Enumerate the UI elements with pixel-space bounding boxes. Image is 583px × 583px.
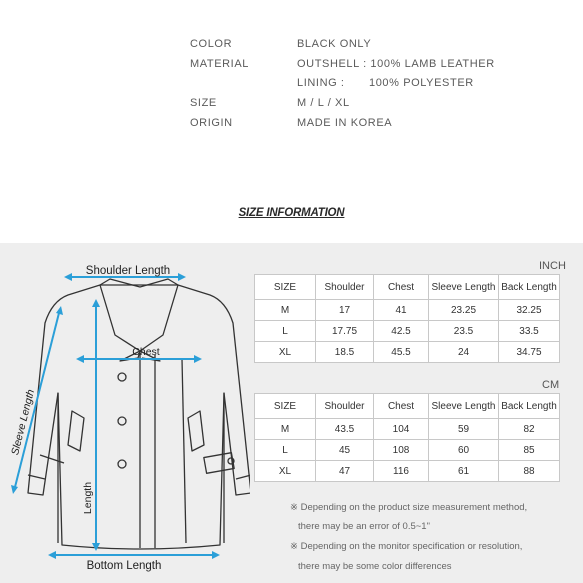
table-cell: 82 xyxy=(499,419,560,440)
table-cell: 45 xyxy=(316,440,374,461)
unit-label-cm: CM xyxy=(542,379,560,391)
spec-key: SIZE xyxy=(190,97,217,110)
coat-measurement-diagram xyxy=(0,243,250,583)
note-measurement: ※ Depending on the product size measurement method, xyxy=(290,502,528,513)
header-chest: Chest xyxy=(374,394,429,419)
spec-value-secondary: 100% POLYESTER xyxy=(369,77,474,90)
size-panel xyxy=(0,243,583,583)
label-shoulder-length: Shoulder Length xyxy=(85,265,171,277)
header-sleeve-length: Sleeve Length xyxy=(429,275,499,300)
table-cell: 116 xyxy=(374,461,429,482)
table-cell: 33.5 xyxy=(499,321,560,342)
table-cell: 104 xyxy=(374,419,429,440)
note-monitor: ※ Depending on the monitor specification or resolution, xyxy=(290,541,523,552)
table-row xyxy=(255,300,560,321)
unit-label-inch: INCH xyxy=(539,260,566,272)
label-bottom-length: Bottom Length xyxy=(86,560,162,572)
table-row xyxy=(255,342,560,363)
spec-value: BLACK ONLY xyxy=(297,38,372,50)
header-back-length: Back Length xyxy=(499,275,560,300)
table-cell: 23.25 xyxy=(429,300,499,321)
table-cell: XL xyxy=(255,342,316,363)
note-color-difference: there may be some color differences xyxy=(298,561,452,572)
table-cell: M xyxy=(255,419,316,440)
spec-value: LINING : xyxy=(297,77,345,90)
table-cell: 43.5 xyxy=(316,419,374,440)
table-header-row xyxy=(255,394,560,419)
size-table-cm xyxy=(254,393,560,482)
table-cell: L xyxy=(255,321,316,342)
table-cell: L xyxy=(255,440,316,461)
table-cell: 61 xyxy=(429,461,499,482)
table-cell: 59 xyxy=(429,419,499,440)
coat-outline xyxy=(28,279,250,549)
table-row xyxy=(255,419,560,440)
spec-value: MADE IN KOREA xyxy=(297,116,393,129)
table-cell: 41 xyxy=(374,300,429,321)
header-shoulder: Shoulder xyxy=(316,275,374,300)
table-cell: 42.5 xyxy=(374,321,429,342)
table-row xyxy=(255,321,560,342)
spec-key: COLOR xyxy=(190,38,233,50)
spec-key: MATERIAL xyxy=(190,57,249,70)
header-size: SIZE xyxy=(255,275,316,300)
measure-lines xyxy=(11,273,220,559)
table-cell: 88 xyxy=(499,461,560,482)
table-row xyxy=(255,440,560,461)
table-cell: 45.5 xyxy=(374,342,429,363)
table-cell: 24 xyxy=(429,342,499,363)
table-cell: M xyxy=(255,300,316,321)
spec-value: OUTSHELL : 100% LAMB LEATHER xyxy=(297,57,495,70)
header-chest: Chest xyxy=(374,275,429,300)
table-header-row xyxy=(255,275,560,300)
label-chest: Chest xyxy=(132,346,160,358)
table-cell: 60 xyxy=(429,440,499,461)
header-size: SIZE xyxy=(255,394,316,419)
label-sleeve-length: Sleeve Length xyxy=(9,388,38,457)
table-cell: 17.75 xyxy=(316,321,374,342)
table-cell: 23.5 xyxy=(429,321,499,342)
table-cell: 17 xyxy=(316,300,374,321)
table-cell: XL xyxy=(255,461,316,482)
table-cell: 85 xyxy=(499,440,560,461)
table-cell: 47 xyxy=(316,461,374,482)
header-back-length: Back Length xyxy=(499,394,560,419)
spec-value: M / L / XL xyxy=(297,97,350,110)
size-table-inch xyxy=(254,274,560,363)
size-information-heading: SIZE INFORMATION xyxy=(238,207,345,219)
note-measurement-error: there may be an error of 0.5~1" xyxy=(298,521,430,532)
spec-key: ORIGIN xyxy=(190,116,233,129)
table-cell: 18.5 xyxy=(316,342,374,363)
table-cell: 32.25 xyxy=(499,300,560,321)
label-length: Length xyxy=(82,481,94,515)
table-row xyxy=(255,461,560,482)
table-cell: 108 xyxy=(374,440,429,461)
header-sleeve-length: Sleeve Length xyxy=(429,394,499,419)
header-shoulder: Shoulder xyxy=(316,394,374,419)
table-cell: 34.75 xyxy=(499,342,560,363)
